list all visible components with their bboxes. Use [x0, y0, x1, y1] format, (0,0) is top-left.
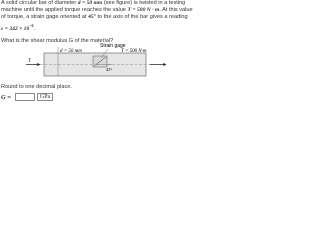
problem-text-line2b: . At this value [159, 7, 193, 14]
diameter-expression: d = 50 mm [77, 0, 103, 6]
torque-label: T = 500 N·m [121, 49, 147, 54]
strain-gage-label: Strain gage [100, 43, 126, 49]
torque-expression: T = 500 N · m [127, 7, 160, 14]
question: What is the shear modulus G of the material? [1, 38, 114, 44]
diameter-label: d = 50 mm [60, 49, 82, 54]
torque-left-label: T [28, 59, 31, 64]
angle-expression: 45° [88, 14, 96, 21]
answer-variable-label: G = [1, 93, 11, 101]
problem-text-line3a: of torque, a strain gage oriented at [1, 14, 89, 21]
rounding-instruction: Round to one decimal place. [1, 84, 72, 90]
problem-text-line1a: A solid circular bar of diameter [1, 0, 78, 6]
problem-text-line1b: (see figure) is twisted in a testing [102, 0, 186, 6]
answer-input[interactable] [15, 93, 35, 101]
strain-period: . [33, 25, 36, 32]
angle-label: 45° [106, 67, 113, 72]
answer-row [1, 92, 53, 102]
problem-text-line2a: machine until the applied torque reaches the value [1, 7, 128, 14]
strain-expression: ε = 342 × 10 [1, 25, 30, 32]
problem-text-line3b: to the axis of the bar gives a reading [95, 14, 188, 21]
strain-exponent: −6 [29, 22, 34, 28]
answer-unit: GPa [37, 93, 53, 101]
